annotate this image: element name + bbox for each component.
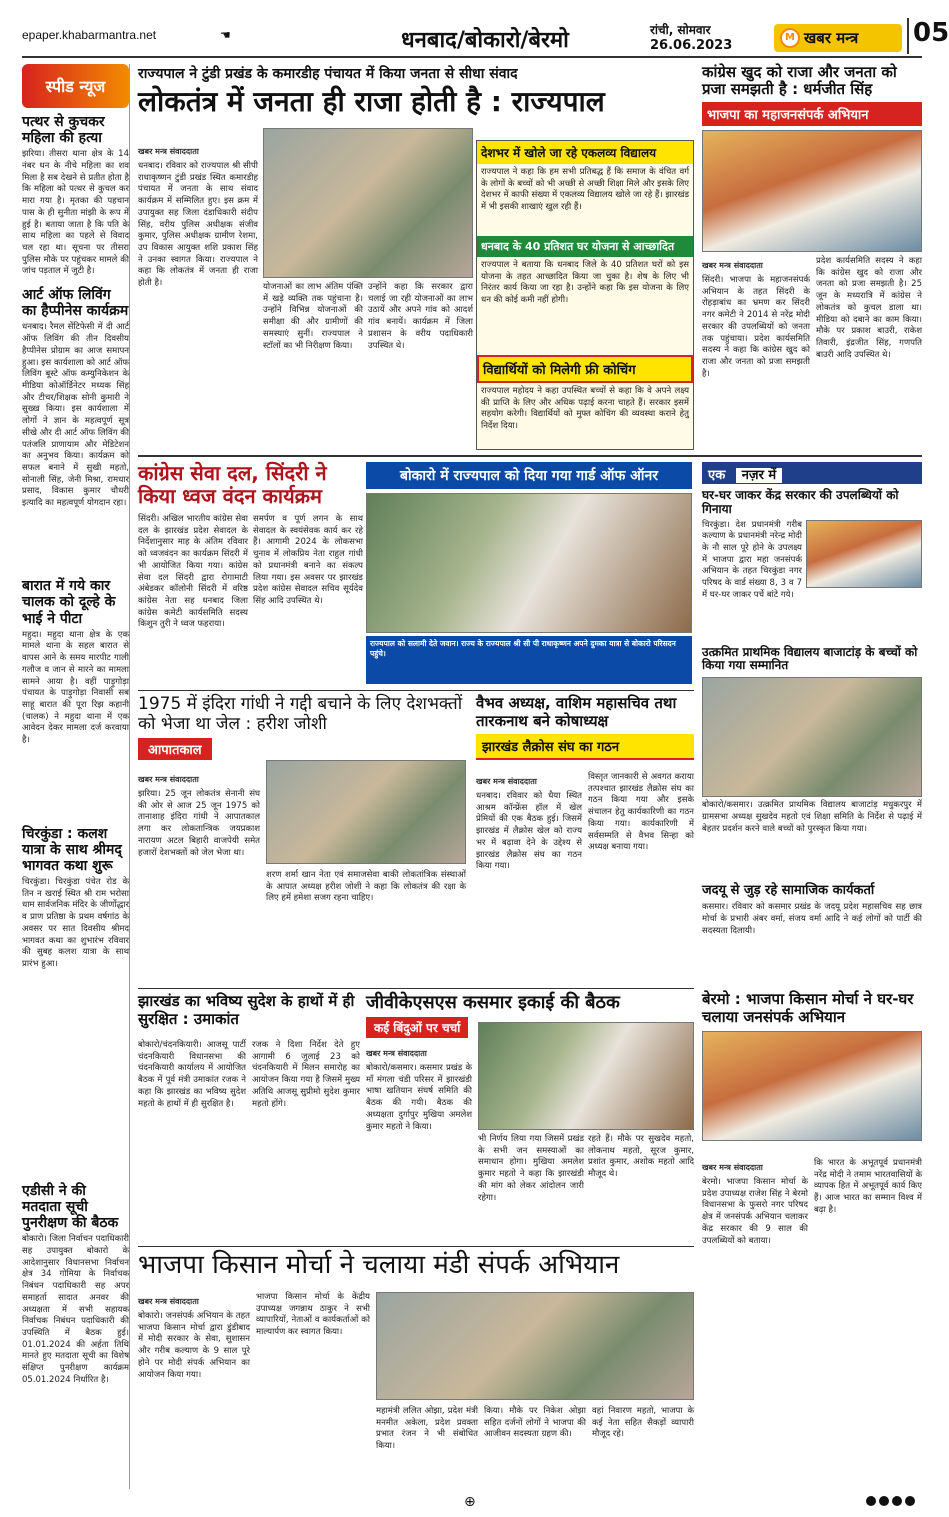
news-item-title: चिरकुंडा : कलश यात्रा के साथ श्रीमद् भागवत कथा शुरू — [22, 825, 122, 874]
epaper-url[interactable]: epaper.khabarmantra.net — [22, 28, 157, 42]
news-item-body: धनबाद। रैमल सेंटिफेसी में दी आर्ट ऑफ लिविंग की तीन दिवसीय हैप्पीनेस प्रोग्राम का आज समापन हुआ। इस कार्यशाला को आर्ट ऑफ लिविंग बूस्टे ऑफ कम्युनिकेशन के मीडिया कोऑर्डिनेटर मध्यक सिंह और टीचर/शिक्षक सोनी कुमारी ने सुख्ख किया। इस कार्यशाला में लोगों ने ज्ञान के महत्वपूर्ण सूत्र सीखे और दी आर्ट ऑफ लिविंग की पतंजलि प्राणायाम और मेडिटेशन का अनुभव किया। कार्यक्रम को सफल बनाने में सुखी महतो, सोनाली सिंह, जेनी मिश्रा, रामधार प्रसाद, विकास कुमार चौधरी इत्यादि का महत्वपूर्ण योगदान रहा। — [22, 322, 129, 509]
lead-col-3 — [368, 282, 473, 452]
umakant-headline: झारखंड का भविष्य सुदेश के हाथों में ही सुरक्षित : उमाकांत — [138, 992, 355, 1028]
news-item-body: झरिया। तीसरा थाना क्षेत्र के 14 नंबर धन के नीचे महिला का शव मिला है सब देखने से प्रतीत होता है कि महिला को पत्थर से कुचल कर मारा गया है। मृतका की पहचान पास के ही सुनीता मांझी के रूप में हुई है। बताया जाता है कि पति के साथ महिला का पहले से विवाद चल रहा था। सूचना पर तीसरा पुलिस मौके पर पहुंचकर मामले की जांच पड़ताल में जुटी है। — [22, 149, 129, 277]
coaching-title: विद्यार्थियों को मिलेगी फ्री कोचिंग — [477, 355, 693, 383]
color-bar-icon — [866, 1496, 915, 1506]
sevadal-body-2: समर्पण व पूर्ण लगन के साथ सेवादल के स्वयंसेवक कार्य कर रहे हैं। आगामी 2024 के लोकसभा चुनाव में लोकप्रिय नेता राहुल गांधी को प्रधानमंत्री बनाने का संकल्प लिया गया। इस अवसर पर झारखंड प्रदेश कांग्रेस सेवादल सचिव सूर्यदेव सिंह आदि उपस्थित थे। — [253, 514, 363, 607]
jkas-byline: खबर मन्त्र संवाददाता — [366, 1049, 427, 1058]
mandi-body-2: भाजपा किसान मोर्चा के केंद्रीय उपाध्यक्ष जगन्नाथ ठाकुर ने सभी व्यापारियों, नेताओं व कार्यकर्ताओं को माल्यार्पण कर स्वागत किया। — [256, 1292, 370, 1338]
bermo-byline: खबर मन्त्र संवाददाता — [702, 1163, 763, 1172]
guard-caption: राज्यपाल को सलामी देते जवान। राज्य के राज्यपाल श्री सी पी राधाकृष्णन अपने दुमका यात्रा से बोकारो परिसदन पहुंचे। — [366, 636, 692, 684]
jkas-body-3: रहते हैं। मौके पर सुखदेव महतो, लोकनाथ महतो, सूरज कुमार, प्रशांत कुमार, अशोक महतो आदि मौजूद थे। — [588, 1134, 694, 1180]
brand-badge — [774, 24, 902, 52]
mandi-story — [138, 1250, 694, 1490]
guard-photo — [366, 493, 692, 633]
lead-body-3: उन्होंने कहा कि सरकार द्वारा चलाई जा रही योजनाओं का लाभ उठायें और अपने गांव को आदर्श गांव बनायें। कार्यक्रम में जिला प्रशासन के वरीय पदाधिकारी उपस्थित थे। — [368, 282, 473, 351]
jkas-body: बोकारो/कसमार। कसमार प्रखंड के माँ मंगला चंडी परिसर में झारखंडी भाषा खतियान संघर्ष समिति की बैठक की गयी। बैठक की अध्यक्षता दुर्गापुर मुखिया अमलेश कुमार महतो ने किया। — [366, 1063, 472, 1132]
ek-nazar-label — [702, 462, 922, 484]
lead-body-2: योजनाओं का लाभ अंतिम पंक्ति में खड़े व्यक्ति तक पहुंचाना है। उन्होंने विभिन्न योजनाओं की समीक्षा की और ग्रामीणों की समस्याएं सुनीं। राज्यपाल ने स्टॉलों का भी निरीक्षण किया। — [263, 282, 363, 351]
lead-col-1 — [138, 142, 258, 452]
lacrosse-body: धनबाद। रविवार को धैया स्थित आश्रम कॉन्फ्रेंस हॉल में खेल प्रेमियों की एक बैठक हुई। जिसमें झारखंड में लैक्रोस खेल को राज्य भर में बढ़ावा देने के उद्देश्य से झारखंड लैक्रोस संघ का गठन किया गया। — [476, 791, 582, 872]
lead-headline: लोकतंत्र में जनता ही राजा होती है : राज्यपाल — [138, 85, 605, 118]
eklavya-title: देशभर में खोले जा रहे एकलव्य विद्यालय — [477, 141, 693, 164]
bermo-headline: बेरमो : भाजपा किसान मोर्चा ने घर-घर चलाया जनसंपर्क अभियान — [702, 990, 914, 1026]
news-item-body: महुदा। महुदा थाना क्षेत्र के एक मामले थाना के सहल बारात से वापस आने के समय मारपीट गाली गलौज व जान से मारने का मामला सामने आया है। वहीं पाड़ुगोड़ा पंचायत के पाड़ुगोड़ा निवासी सब साहू बारात की पूरा रिझ कहानी (चालक) ने महुदा थाना में एक आवेदन देकर मामला दर्ज करवाया है। — [22, 629, 129, 746]
nazar-item-1-title: घर-घर जाकर केंद्र सरकार की उपलब्धियों को गिनाया — [702, 488, 899, 516]
congress-byline: खबर मन्त्र संवाददाता — [702, 261, 763, 270]
sevadal-story — [138, 462, 363, 687]
bermo-body-2: कि भारत के अभूतपूर्व प्रधानमंत्री नरेंद्र मोदी ने तमाम भारतवासियों के व्यापक हित में अभूतपूर्व कार्य किए हैं। आज भारत का सम्मान विश्व में बढ़ा है। — [814, 1158, 922, 1215]
right-top-story — [702, 64, 922, 454]
umakant-body-2: रजक ने दिशा निर्देश देते हुए आगामी 6 जुलाई 23 को चंदनकियारी में मिलन समारोह का आयोजन किया गया है जिसमें मुख्य अतिथि आजसू सुप्रीमो सुदेश कुमार महतो होंगे। — [252, 1040, 360, 1109]
mandi-photo — [376, 1292, 694, 1400]
mandi-body: बोकारो। जनसंपर्क अभियान के तहत भाजपा किसान मोर्चा द्वारा डुंडीबाद में मोदी सरकार के सेवा, सुशासन और गरीब कल्याण के 9 साल पूरे होने पर मोदी संपर्क अभियान का आयोजन किया गया। — [138, 1311, 250, 1380]
yojana-body: राज्यपाल ने बताया कि धनबाद जिले के 40 प्रतिशत घरों को इस योजना के तहत आच्छादित किया जा चुका है। शेष के लिए भी निरंतर कार्य किया जा रहा है। उन्होंने कहा कि इस योजना के लिए धन की कोई कमी नहीं होगी। — [481, 260, 689, 306]
ek-nazar-column — [702, 462, 922, 982]
lacrosse-body-2: विस्तृत जानकारी से अवगत कराया तत्पश्चात झारखंड लैक्रोस संघ का गठन किया गया और इसके संचालन हेतु कार्यकारिणी का गठन किया गया। कार्यकारिणी में सर्वसम्मति से वैभव सिन्हा को अध्यक्ष बनाया गया। — [588, 772, 694, 853]
cursor-icon: ☚ — [220, 28, 231, 42]
speed-news-column — [22, 64, 130, 1489]
news-item-title: आर्ट ऑफ लिविंग का हैप्पीनेस कार्यक्रम — [22, 287, 129, 320]
joshi-body: झरिया। 25 जून लोकतंत्र सेनानी संघ की ओर से आज 25 जून 1975 को तानाशाह इंदिरा गांधी ने आपातकाल लगा कर लोकतान्त्रिक जयप्रकाश नारायण अटल बिहारी वाजपेयी समेत हजारों देशभक्तों को जेल भेजा था। — [138, 789, 260, 858]
joshi-story — [138, 694, 468, 984]
mandi-body-4: किया। मौके पर निकेश ओझा सहित दर्जनों लोगों ने भाजपा की आजीवन सदस्यता ग्रहण की। — [484, 1406, 586, 1440]
brand-logo-icon: M — [780, 28, 800, 48]
jkas-body-2: भी निर्णय लिया गया जिसमें प्रखंड के सभी जन समस्याओं का समाधान होगा। मुखिया अमलेश कुमार महतो ने कहा कि झारखंडी की मांग को लेकर आंदोलन जारी रहेगा। — [478, 1134, 584, 1203]
print-marks — [10, 1494, 935, 1512]
news-item — [22, 826, 129, 1177]
section-title: धनबाद/बोकारो/बेरमो — [401, 28, 569, 53]
city-day: रांची, सोमवार — [650, 23, 711, 37]
news-item-body: बोकारो। जिला निर्वाचन पदाधिकारी सह उपायुक्त बोकारो के आदेशानुसार विधानसभा निर्वाचन क्षेत्र 34 गोमिया के निर्वाचक निबंधन पदाधिकारी सह अपर समाहर्ता सादात अनवर की अध्यक्षता में सभी सहायक निर्वाचक निबंधन पदाधिकारी की उपस्थिति में बैठक हुई। 01.01.2024 की अर्हता तिथि मानते हुए मतदाता सूची का विशेष संक्षिप्त पुनरीक्षण कार्यक्रम 05.01.2024 निर्धारित है। — [22, 1234, 129, 1385]
yojana-title: धनबाद के 40 प्रतिशत घर योजना से आच्छादित — [477, 236, 693, 257]
joshi-photo — [266, 760, 466, 864]
coaching-body: राज्यपाल महोदय ने कहा उपस्थित बच्चों से कहा कि वे अपने लक्ष्य की प्राप्ति के लिए और अधिक पढ़ाई करना चाहते हैं। सरकार इसमें सहयोग करेगी। विद्यार्थियों को मुफ्त कोचिंग की व्यवस्था कराने हेतु निर्देश दिया। — [481, 386, 689, 432]
lead-col-2 — [263, 282, 363, 452]
nazar-item-2-photo — [702, 677, 922, 797]
ek-nazar-label-1: एक — [708, 468, 726, 483]
news-item — [22, 578, 129, 819]
sevadal-headline: कांग्रेस सेवा दल, सिंदरी ने किया ध्वज वंदन कार्यक्रम — [138, 461, 327, 508]
congress-headline: कांग्रेस खुद को राजा और जनता को प्रजा समझती है : धर्मजीत सिंह — [702, 63, 897, 99]
lead-byline: खबर मन्त्र संवाददाता — [138, 147, 199, 156]
jkas-story — [366, 992, 694, 1242]
umakant-story — [138, 992, 360, 1242]
governor-sidebar — [476, 140, 694, 450]
joshi-byline: खबर मन्त्र संवाददाता — [138, 775, 199, 784]
lacrosse-headline: वैभव अध्यक्ष, वाशिम महासचिव तथा तारकनाथ बने कोषाध्यक्ष — [476, 694, 677, 730]
jkas-headline: जीवीकेएसएस कसमार इकाई की बैठक — [366, 992, 620, 1013]
nazar-item-2-body: बोकारो/कसमार। उत्क्रमित प्राथमिक विद्यालय बाजाटांड़ मधुकरपुर में ग्रामसभा अध्यक्ष सुखदेव महतो एवं शिक्षा समिति के निर्देश से पढ़ाई में बेहतर प्रदर्शन करने वाले बच्चों को पुरस्कृत किया गया। — [702, 800, 922, 834]
congress-body: सिंदरी। भाजपा के महाजनसंपर्क अभियान के तहत सिंदरी के रोहड़ाबांध का भ्रमण कर सिंदरी नगर कमेटी ने 2014 से नरेंद्र मोदी सरकार की उपलब्धियों को जनता तक पहुंचाया। प्रदेश कार्यसमिति सदस्य ने कहा कि कांग्रेस खुद को राजा और जनता को प्रजा समझती है। — [702, 275, 810, 379]
news-item-title: पत्थर से कुचकर महिला की हत्या — [22, 114, 105, 147]
speed-news-label: स्पीड न्यूज — [22, 64, 129, 108]
emergency-tag: आपातकाल — [138, 738, 212, 760]
news-item-body: चिरकुंडा। चिरकुंडा पंचेत रोड के तिन न खराई स्थित श्री राम भरोसा धाम सार्वजनिक मंदिर के जीर्णोद्धार व प्राण प्रतिष्ठा के प्रथम वर्षगांठ के अवसर पर सात दिवसीय श्रीमद भागवत कथा का शुभारंभ रविवार की सुबह कलश यात्रा के साथ प्रारंभ हुआ। — [22, 876, 129, 969]
lead-photo — [263, 128, 473, 278]
news-item — [22, 287, 129, 572]
bermo-story — [702, 990, 922, 1490]
news-item — [22, 114, 129, 281]
lead-kicker: राज्यपाल ने टुंडी प्रखंड के कमारडीह पंचायत में किया जनता से सीधा संवाद — [138, 66, 518, 82]
umakant-body: बोकारो/चंदनकियारी। आजसू पार्टी चंदनकियारी विधानसभा की चंदनकियारी कार्यालय में आयोजित बैठक में पूर्व मंत्री उमाकांत रजक ने कहा कि झारखंड का भविष्य सुदेश महतो के हाथों में ही सुरक्षित है। — [138, 1040, 246, 1109]
guard-headline: बोकारो में राज्यपाल को दिया गया गार्ड ऑफ ऑनर — [366, 462, 692, 489]
nazar-item-2-title: उत्क्रमित प्राथमिक विद्यालय बाजाटांड़ के बच्चों को किया गया सम्मानित — [702, 644, 918, 673]
registration-mark-icon: ⊕ — [464, 1494, 476, 1510]
page-number: 05 — [907, 18, 927, 54]
joshi-headline: 1975 में इंदिरा गांधी ने गद्दी बचाने के लिए देशभक्तों को भेजा था जेल : हरीश जोशी — [138, 694, 463, 735]
bjp-campaign-bar: भाजपा का महाजनसंपर्क अभियान — [702, 102, 922, 126]
guard-story — [366, 462, 692, 687]
sevadal-body: सिंदरी। अखिल भारतीय कांग्रेस सेवा दल के झारखंड प्रदेश सेवादल के निर्देशानुसार माह के अंतिम रविवार को ध्वजवंदन का कार्यक्रम सिंदरी में भी आयोजित किया गया। कांग्रेस सेवा दल सिंदरी द्वारा रोगामाटी अंबेडकर कॉलोनी सिंदरी में वरिष्ठ कांग्रेस नेता सह धनबाद जिला कांग्रेस कमेटी कार्यसमिति सदस्य किशुन तुरी ने ध्वज फहराया। — [138, 514, 248, 630]
lacrosse-bar: झारखंड लैक्रोस संघ का गठन — [476, 734, 694, 760]
nazar-item-3-title: जदयू से जुड़ रहे सामाजिक कार्यकर्ता — [702, 883, 875, 899]
nazar-item-1-body: चिरकुंडा। देश प्रधानमंत्री गरीब कल्याण के प्रधानमंत्री नरेन्द्र मोदी के नौ साल पूरे होने के उपलक्ष्य में भाजपा द्वारा महा जनसंपर्क अभियान के तहत चिरकुंडा नगर परिषद के वार्ड संख्या 8, 3 व 7 में घर-घर जाकर पर्चे बांटे गये। — [702, 519, 802, 600]
ek-nazar-label-2: नज़र में — [736, 468, 782, 483]
mandi-body-3: महामंत्री ललित ओझा, प्रदेश मंत्री मनमीत अकेला, प्रदेश प्रवक्ता प्रभात रंजन ने भी संबोधित किया। — [376, 1406, 478, 1452]
joshi-body-2: शरण शर्मा खान नेता एवं समाजसेवा बाकी लोकतांत्रिक संस्थाओं के आपात अध्यक्ष हरीश जोशी ने कहा कि लोकतंत्र की रक्षा के लिए हमें हमेशा सजग रहना चाहिए। — [266, 870, 466, 904]
lead-body-1: धनबाद। रविवार को राज्यपाल श्री सीपी राधाकृष्णन टुंडी प्रखंड स्थित कमारडीह पंचायत में जनता के साथ संवाद कार्यक्रम में सम्मिलित हुए। इस क्रम में उपायुक्त सह जिला दंडाधिकारी संदीप सिंह, वरीय पुलिस अधीक्षक संजीव कुमार, पुलिस अधीक्षक ग्रामीण रेशमा, उप विकास आयुक्त शशि प्रकाश सिंह ने उनका स्वागत किया। राज्यपाल ने कहा कि लोकतंत्र में जनता ही राजा होती है। — [138, 161, 258, 289]
bermo-photo — [702, 1031, 922, 1141]
mandi-headline: भाजपा किसान मोर्चा ने चलाया मंडी संपर्क अभियान — [138, 1250, 620, 1280]
news-item-title: एडीसी ने की मतदाता सूची पुनरीक्षण की बैठक — [22, 1182, 119, 1232]
issue-date: 26.06.2023 — [650, 38, 733, 53]
jkas-tag: कई बिंदुओं पर चर्चा — [366, 1017, 468, 1038]
masthead-bar — [22, 18, 949, 58]
bermo-body: बेरमो। भाजपा किसान मोर्चा के प्रदेश उपाध्यक्ष राजेश सिंह ने बेरमो विधानसभा के फुसरो नगर परिषद क्षेत्र में जनसंपर्क अभियान चलाकर केंद्र सरकार की 9 साल की उपलब्धियों को बताया। — [702, 1177, 808, 1246]
lead-header — [138, 64, 693, 124]
eklavya-body: राज्यपाल ने कहा कि हम सभी प्रतिबद्ध हैं कि समाज के वंचित वर्ग के लोगों के बच्चों को भी अच्छी से अच्छी शिक्षा मिले और इसके लिए देशभर में काफी संख्या में एकलव्य विद्यालय खोले जा रहे हैं। झारखंड में भी इसकी शाखाएं खुल रही हैं। — [481, 167, 689, 213]
nazar-item-3-body: कसमार। रविवार को कसमार प्रखंड के जदयू प्रदेश महासचिव सह छात्र मोर्चा के प्रभारी अंबर वर्मा, संजय वर्मा आदि ने कई लोगों को पार्टी की सदस्यता दिलायी। — [702, 902, 922, 936]
bjp-campaign-photo — [702, 130, 922, 252]
mandi-body-5: वहां निवारण महतो, भाजपा के कई नेता सहित सैकड़ों व्यापारी मौजूद रहे। — [592, 1406, 694, 1440]
congress-body-2: प्रदेश कार्यसमिति सदस्य ने कहा कि कांग्रेस खुद को राजा और जनता को प्रजा समझती है। 25 जून के मध्यरात्रि में कांग्रेस ने लोकतंत्र को कुचल डाला था। मीडिया को दबाने का काम किया। मौके पर प्रकाश बाउरी, राकेश तिवारी, इंद्रजीत सिंह, गणपति बाउरी आदि उपस्थित थे। — [816, 256, 922, 360]
news-item-title: बारात में गये कार चालक को दूल्हे के भाई ने पीटा — [22, 578, 116, 627]
nazar-item-1-photo — [806, 520, 922, 588]
brand-name: खबर मन्त्र — [804, 29, 859, 47]
lacrosse-byline: खबर मन्त्र संवाददाता — [476, 777, 537, 786]
jkas-photo — [478, 1022, 694, 1130]
news-item — [22, 1183, 129, 1484]
mandi-byline: खबर मन्त्र संवाददाता — [138, 1297, 199, 1306]
lacrosse-story — [476, 694, 694, 984]
